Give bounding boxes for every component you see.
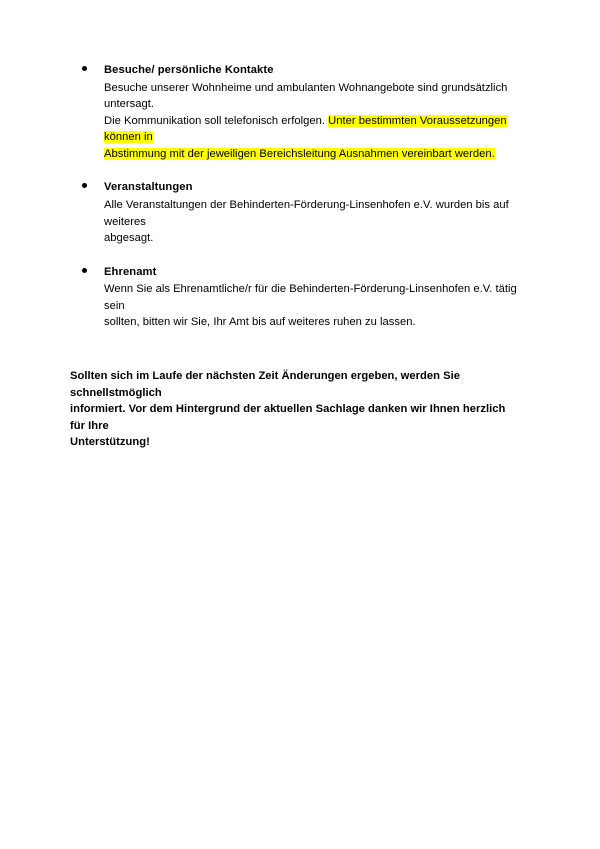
- closing-line: Sollten sich im Laufe der nächsten Zeit Änderungen ergeben, werden Sie schnellstmöglich: [70, 370, 460, 399]
- list-item: [70, 264, 530, 331]
- bullet-dot-icon: [82, 66, 87, 71]
- section-heading: Ehrenamt: [104, 265, 157, 278]
- bullet-dot-icon: [82, 183, 87, 188]
- closing-line: informiert. Vor dem Hintergrund der aktuellen Sachlage danken wir Ihnen herzlich für Ihre: [70, 403, 506, 432]
- bullet-dot-icon: [82, 268, 87, 273]
- section-text-line: sollten, bitten wir Sie, Ihr Amt bis auf weiteres ruhen zu lassen.: [104, 316, 416, 329]
- document-body: [70, 62, 530, 451]
- section-text-line: abgesagt.: [104, 232, 154, 245]
- section-heading: Besuche/ persönliche Kontakte: [104, 64, 274, 76]
- section-text-line: Besuche unserer Wohnheime und ambulanten Wohnangebote sind grundsätzlich untersagt.: [104, 81, 508, 111]
- section-heading: Veranstaltungen: [104, 181, 193, 194]
- highlighted-text: Abstimmung mit der jeweiligen Bereichsleitung Ausnahmen vereinbart werden.: [104, 147, 495, 160]
- closing-line: Unterstützung!: [70, 436, 150, 449]
- highlighted-text: Unter bestimmten Voraussetzungen können in: [104, 114, 507, 144]
- closing-paragraph: [70, 368, 506, 451]
- list-item: [70, 179, 530, 246]
- section-text-line: Wenn Sie als Ehrenamtliche/r für die Behinderten-Förderung-Linsenhofen e.V. tätig sein: [104, 283, 517, 312]
- section-text-line: [104, 146, 530, 163]
- section-text-line: Alle Veranstaltungen der Behinderten-Förderung-Linsenhofen e.V. wurden bis auf weiteres: [104, 198, 509, 228]
- list-item: [70, 62, 530, 162]
- bullet-list: [70, 62, 530, 331]
- section-text-plain: Die Kommunikation soll telefonisch erfolgen.: [104, 114, 329, 127]
- section-text-line: [104, 113, 530, 146]
